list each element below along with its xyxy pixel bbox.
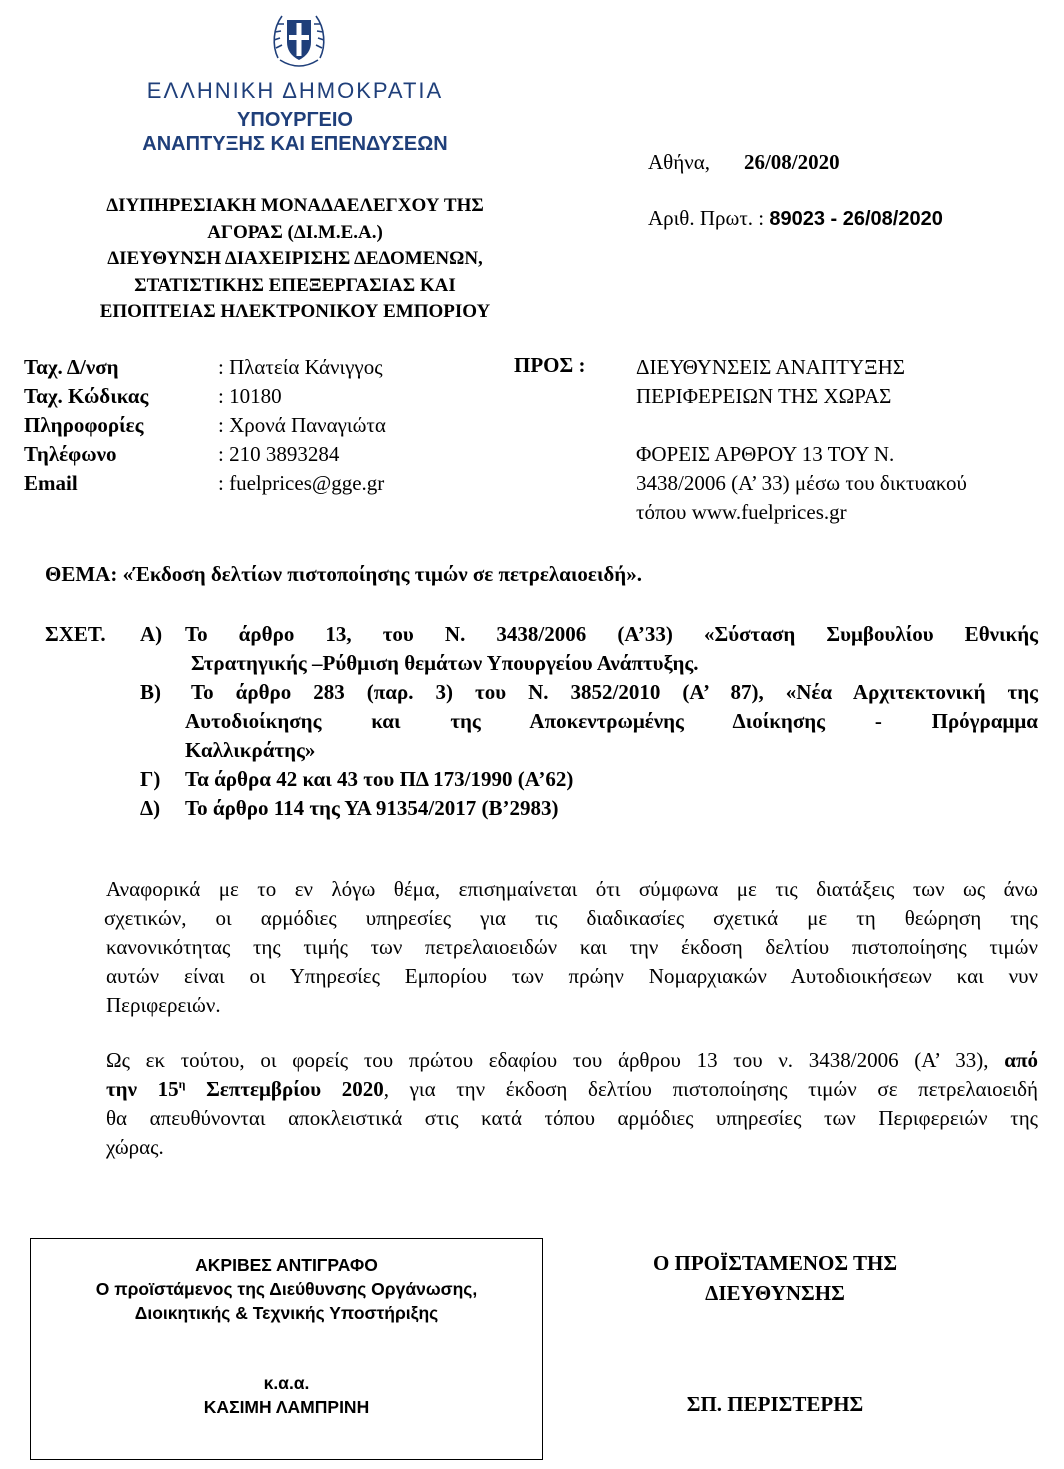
contact-label: Email xyxy=(24,471,78,495)
document-date: 26/08/2020 xyxy=(743,150,840,174)
copy-role-line: Διοικητικής & Τεχνικής Υποστήριξης xyxy=(134,1303,439,1323)
contact-email: : fuelprices@gge.gr xyxy=(218,471,385,495)
paragraph-text: Ως εκ τούτου, οι φορείς του πρώτου εδαφίου του άρθρου 13 του ν. 3438/2006 (Α’ 33), xyxy=(106,1048,989,1072)
recipient-spacer xyxy=(636,411,1036,440)
copy-role-line: Ο προϊστάμενος της Διεύθυνσης Οργάνωσης, xyxy=(95,1279,478,1299)
related-a-line: Στρατηγικής –Ρύθμιση θεμάτων Υπουργείου Ανάπτυξης. xyxy=(191,651,699,675)
service-line: ΔΙΕΥΘΥΝΣΗ ΔΙΑΧΕΙΡΙΣΗΣ ΔΕΔΟΜΕΝΩΝ, xyxy=(107,248,483,269)
paragraph-line: σχετικών, οι αρμόδιες υπηρεσίες για τις διαδικασίες σχετικά με τη θεώρηση της xyxy=(104,906,1038,930)
contact-row xyxy=(24,469,386,498)
body-paragraph-2 xyxy=(106,1046,1038,1162)
recipient-line: ΦΟΡΕΙΣ ΑΡΘΡΟΥ 13 ΤΟΥ Ν. xyxy=(636,442,895,466)
subject-line: ΘΕΜΑ: «Έκδοση δελτίων πιστοποίησης τιμών σε πετρελαιοειδή». xyxy=(45,562,642,586)
related-c-line: Τα άρθρα 42 και 43 του ΠΔ 173/1990 (Α’62) xyxy=(185,767,574,791)
service-line: ΑΓΟΡΑΣ (ΔΙ.Μ.Ε.Α.) xyxy=(207,221,383,243)
certified-copy-box xyxy=(30,1238,543,1460)
recipient-line: τόπου www.fuelprices.gr xyxy=(636,500,847,524)
paragraph-line: αυτών είναι οι Υπηρεσίες Εμπορίου των πρώην Νομαρχιακών Αυτοδιοικήσεων και νυν xyxy=(106,964,1038,988)
related-d-line: Το άρθρο 114 της ΥΑ 91354/2017 (Β’2983) xyxy=(185,796,559,820)
contact-row xyxy=(24,440,386,469)
related-b-line: Το άρθρο 283 (παρ. 3) του Ν. 3852/2010 (Α’ 87), «Νέα Αρχιτεκτονική της xyxy=(191,680,1038,704)
related-b-line: Καλλικράτης» xyxy=(185,738,316,762)
recipients-list xyxy=(636,353,1036,527)
service-line: ΕΠΟΠΤΕΙΑΣ ΗΛΕΚΤΡΟΝΙΚΟΥ ΕΜΠΟΡΙΟΥ xyxy=(99,301,491,322)
paragraph-line: θα απευθύνονται αποκλειστικά στις κατά τόπου αρμόδιες υπηρεσίες των Περιφερειών της xyxy=(106,1106,1038,1130)
protocol-label: Αριθ. Πρωτ. : xyxy=(648,206,765,230)
contact-label: Τηλέφωνο xyxy=(24,442,117,466)
signatory-title xyxy=(600,1248,950,1308)
related-a-line: Το άρθρο 13, του Ν. 3438/2006 (Α’33) «Σύσταση Συμβουλίου Εθνικής xyxy=(185,622,1038,646)
republic-title: ΕΛΛΗΝΙΚΗ ΔΗΜΟΚΡΑΤΙΑ xyxy=(146,78,444,103)
contact-value: : 10180 xyxy=(218,384,282,408)
effective-date-day: την 15 xyxy=(106,1077,179,1101)
contact-label: Πληροφορίες xyxy=(24,413,144,437)
contact-label: Ταχ. Δ/νση xyxy=(24,355,119,379)
effective-date-start: από xyxy=(1004,1048,1038,1072)
protocol-number xyxy=(648,206,943,231)
recipient-line: 3438/2006 (Α’ 33) μέσω του δικτυακού xyxy=(636,471,967,495)
related-label: ΣΧΕΤ. xyxy=(45,622,106,646)
paragraph-line: χώρας. xyxy=(106,1135,164,1159)
paragraph-line xyxy=(106,1046,1038,1075)
related-key-d: Δ) xyxy=(140,796,161,820)
service-line: ΣΤΑΤΙΣΤΙΚΗΣ ΕΠΕΞΕΡΓΑΣΙΑΣ ΚΑΙ xyxy=(134,274,456,296)
issuing-service xyxy=(40,193,550,326)
signatory-name: ΣΠ. ΠΕΡΙΣΤΕΡΗΣ xyxy=(686,1392,864,1416)
contact-details xyxy=(24,353,386,498)
recipient-line: ΠΕΡΙΦΕΡΕΙΩΝ ΤΗΣ ΧΩΡΑΣ xyxy=(636,384,892,408)
paragraph-line: κανονικότητας της τιμής των πετρελαιοειδών και την έκδοση δελτίου πιστοποίησης τιμών xyxy=(106,935,1038,959)
contact-row xyxy=(24,382,386,411)
city: Αθήνα, xyxy=(648,150,710,174)
contact-row xyxy=(24,353,386,382)
signatory-title-line: Ο ΠΡΟΪΣΤΑΜΕΝΟΣ ΤΗΣ xyxy=(652,1251,898,1275)
copy-title: ΑΚΡΙΒΕΣ ΑΝΤΙΓΡΑΦΟ xyxy=(195,1255,378,1275)
paragraph-line: Αναφορικά με το εν λόγω θέμα, επισημαίνεται ότι σύμφωνα με τις διατάξεις των ως άνω xyxy=(106,877,1038,901)
ministry-title xyxy=(80,108,510,156)
paragraph-line xyxy=(106,1075,1038,1104)
signatory-title-line: ΔΙΕΥΘΥΝΣΗΣ xyxy=(705,1281,845,1305)
related-b-line: Αυτοδιοίκησης και της Αποκεντρωμένης Διοίκησης - Πρόγραμμα xyxy=(185,709,1038,733)
contact-label: Ταχ. Κώδικας xyxy=(24,384,149,408)
copy-signer-name: ΚΑΣΙΜΗ ΛΑΜΠΡΙΝΗ xyxy=(203,1397,370,1417)
related-key-a: Α) xyxy=(140,622,163,646)
paragraph-text: , για την έκδοση δελτίου πιστοποίησης τιμών σε πετρελαιοειδή xyxy=(383,1077,1039,1101)
contact-value: : 210 3893284 xyxy=(218,442,340,466)
recipient-line: ΔΙΕΥΘΥΝΣΕΙΣ ΑΝΑΠΤΥΞΗΣ xyxy=(636,355,905,379)
effective-date-month: Σεπτεμβρίου 2020 xyxy=(206,1077,384,1101)
paragraph-line: Περιφερειών. xyxy=(106,993,221,1017)
related-key-b: Β) xyxy=(140,680,161,704)
copy-kaa: κ.α.α. xyxy=(263,1373,310,1393)
ministry-line-2: ΑΝΑΠΤΥΞΗΣ ΚΑΙ ΕΠΕΝΔΥΣΕΩΝ xyxy=(142,133,448,155)
ministry-line-1: ΥΠΟΥΡΓΕΙΟ xyxy=(237,109,353,131)
contact-value: : Πλατεία Κάνιγγος xyxy=(218,355,383,379)
city-date xyxy=(648,150,840,175)
related-key-c: Γ) xyxy=(140,767,161,791)
contact-value: : Χρονά Παναγιώτα xyxy=(218,413,386,437)
contact-row xyxy=(24,411,386,440)
service-line: ΔΙΥΠΗΡΕΣΙΑΚΗ ΜΟΝΑΔΑΕΛΕΓΧΟΥ ΤΗΣ xyxy=(106,195,484,216)
recipients-label: ΠΡΟΣ : xyxy=(514,353,586,377)
ordinal-suffix: η xyxy=(178,1077,186,1091)
protocol-value: 89023 - 26/08/2020 xyxy=(769,208,943,230)
body-paragraph-1 xyxy=(106,875,1038,1020)
hellenic-republic-coat-of-arms-icon xyxy=(270,8,328,72)
